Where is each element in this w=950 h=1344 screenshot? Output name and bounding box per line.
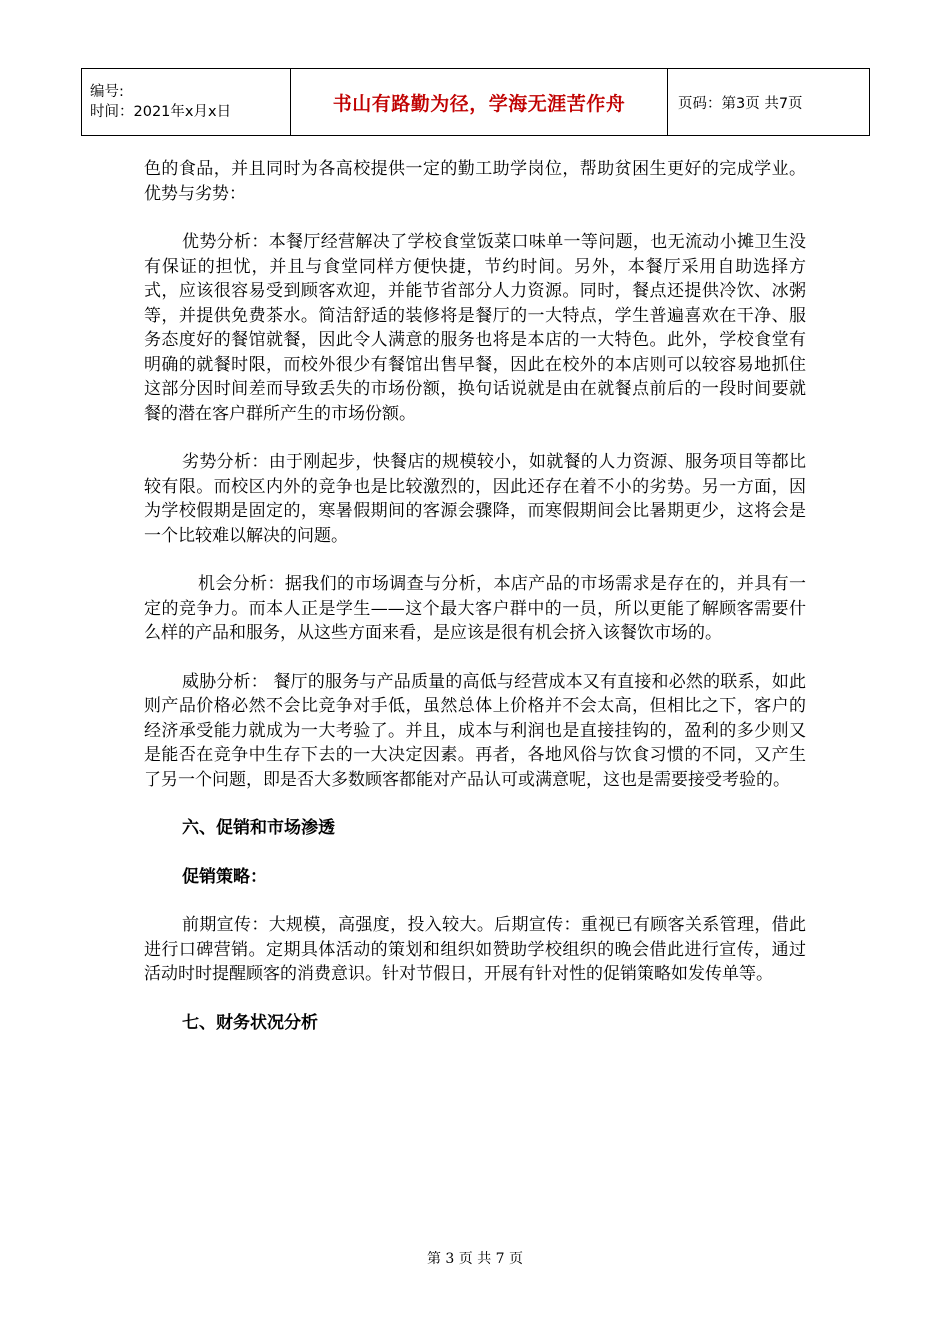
header-motto: 书山有路勤为径，学海无涯苦作舟: [291, 69, 668, 136]
page-footer: 第 3 页 共 7 页: [426, 1251, 524, 1267]
header-page-number: 页码：第3页 共7页: [668, 69, 870, 136]
section-heading-finance: 七、财务状况分析: [182, 1012, 318, 1033]
header-meta: [82, 69, 291, 136]
paragraph-opportunities: 机会分析：据我们的市场调查与分析，本店产品的市场需求是存在的，并具有一定的竞争力。而本人正是学生——这个最大客户群中的一员，所以更能了解顾客需要什么样的产品和服务，从这些方面来看，是应该是很有机会挤入该餐饮市场的。: [144, 574, 806, 643]
document-body: [144, 157, 806, 1059]
paragraph-weaknesses: 劣势分析：由于刚起步，快餐店的规模较小，如就餐的人力资源、服务项目等都比较有限。而校区内外的竞争也是比较激烈的，因此还存在着不小的劣势。另一方面，因为学校假期是固定的，寒暑假期间的客源会骤降，而寒假期间会比暑期更少，这将会是一个比较难以解决的问题。: [144, 452, 806, 546]
paragraph-promotion: 前期宣传：大规模，高强度，投入较大。后期宣传：重视已有顾客关系管理，借此进行口碑营销。定期具体活动的策划和组织如赞助学校组织的晚会借此进行宣传，通过活动时时提醒顾客的消费意识。针对节假日，开展有针对性的促销策略如发传单等。: [144, 915, 806, 984]
document-time-label: 时间：2021年x月x日: [90, 104, 232, 120]
subheading-promotion-strategy: 促销策略：: [182, 866, 267, 887]
paragraph-strengths: 优势分析：本餐厅经营解决了学校食堂饭菜口味单一等问题，也无流动小摊卫生没有保证的担忧，并且与食堂同样方便快捷，节约时间。另外，本餐厅采用自助选择方式，应该很容易受到顾客欢迎，并能节省部分人力资源。同时，餐点还提供冷饮、冰粥等，并提供免费茶水。简洁舒适的装修将是餐厅的一大特点，学生普遍喜欢在干净、服务态度好的餐馆就餐，因此令人满意的服务也将是本店的一大特色。此外，学校食堂有明确的就餐时限，而校外很少有餐馆出售早餐，因此在校外的本店则可以较容易地抓住这部分因时间差而导致丢失的市场份额，换句话说就是由在就餐点前后的一段时间要就餐的潜在客户群所产生的市场份额。: [144, 232, 806, 424]
paragraph-threats: 威胁分析： 餐厅的服务与产品质量的高低与经营成本又有直接和必然的联系，如此则产品价格必然不会比竞争对手低，虽然总体上价格并不会太高，但相比之下，客户的经济承受能力就成为一大考验了。并且，成本与利润也是直接挂钩的，盈利的多少则又是能否在竞争中生存下去的一大决定因素。再者，各地风俗与饮食习惯的不同，又产生了另一个问题，即是否大多数顾客都能对产品认可或满意呢，这也是需要接受考验的。: [144, 671, 806, 790]
paragraph-intro: 色的食品，并且同时为各高校提供一定的勤工助学岗位，帮助贫困生更好的完成学业。 优势与劣势：: [144, 159, 806, 204]
section-heading-promotion: 六、促销和市场渗透: [182, 818, 335, 838]
page-header: [81, 68, 870, 136]
document-number-label: 编号:: [90, 84, 124, 100]
